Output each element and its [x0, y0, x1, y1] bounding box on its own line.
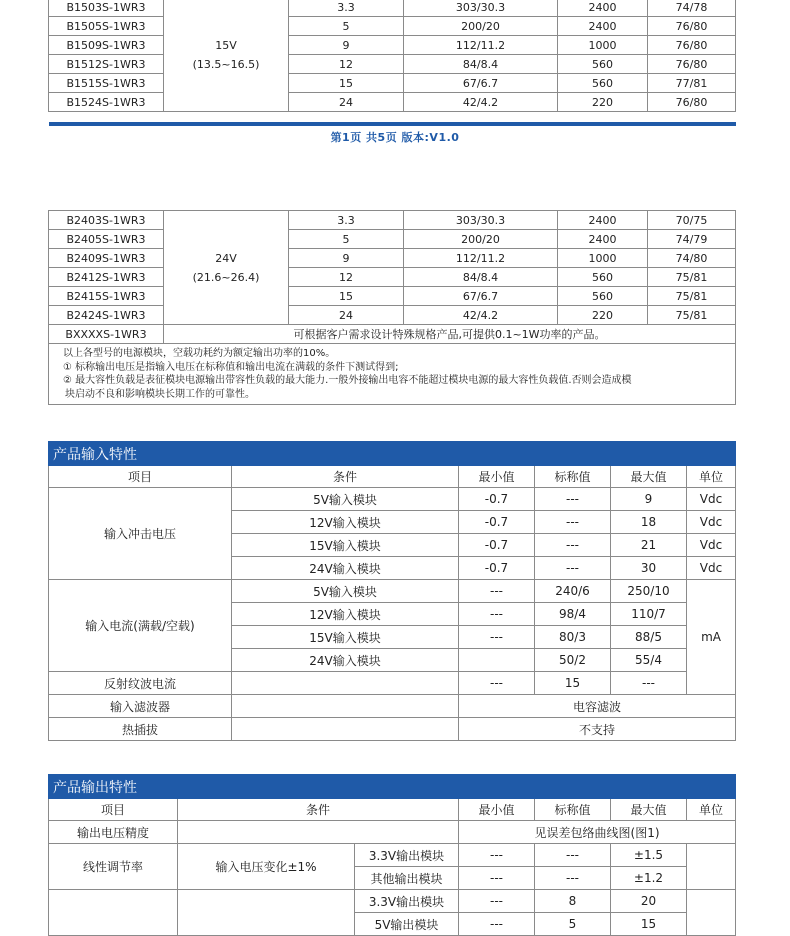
models-24v-table [48, 210, 736, 405]
table-row [49, 695, 736, 718]
output-voltage: 3.3 [289, 211, 404, 230]
capacitive-load: 2400 [558, 0, 648, 17]
line-regulation-label: 线性调节率 [49, 844, 178, 890]
capacitive-load: 220 [558, 306, 648, 325]
efficiency: 75/81 [648, 268, 736, 287]
typ-value: --- [535, 534, 611, 557]
capacitive-load: 560 [558, 268, 648, 287]
col-header-min: 最小值 [459, 466, 535, 488]
output-voltage: 5 [289, 17, 404, 36]
table-row [49, 36, 736, 55]
min-value: -0.7 [459, 534, 535, 557]
output-voltage: 5 [289, 230, 404, 249]
models-15v-table [48, 0, 736, 112]
table-row [49, 249, 736, 268]
typ-value: --- [535, 488, 611, 511]
min-value: --- [459, 580, 535, 603]
table-row [49, 55, 736, 74]
ripple-current-label: 反射纹波电流 [49, 672, 232, 695]
output-current: 84/8.4 [404, 55, 558, 74]
condition [232, 672, 459, 695]
table-row [49, 718, 736, 741]
page-footer: 第1页 共5页 版本:V1.0 [330, 131, 460, 144]
typ-value: --- [535, 511, 611, 534]
page-divider [49, 122, 736, 126]
typ-value: 15 [535, 672, 611, 695]
min-value: --- [459, 844, 535, 867]
output-voltage: 24 [289, 306, 404, 325]
efficiency: 75/81 [648, 306, 736, 325]
output-voltage: 12 [289, 268, 404, 287]
table-row [49, 211, 736, 230]
section-title: 产品输入特性 [49, 442, 736, 466]
capacitive-load: 560 [558, 55, 648, 74]
col-header-unit: 单位 [687, 799, 736, 821]
model-name: B2405S-1WR3 [49, 230, 164, 249]
min-value: --- [459, 890, 535, 913]
input-specs-table [48, 441, 736, 741]
typ-value: --- [535, 844, 611, 867]
output-current: 112/11.2 [404, 249, 558, 268]
notes-row [49, 344, 736, 405]
efficiency: 76/80 [648, 55, 736, 74]
condition: 5V输入模块 [232, 580, 459, 603]
table-row [49, 890, 736, 913]
output-voltage: 12 [289, 55, 404, 74]
efficiency: 70/75 [648, 211, 736, 230]
efficiency: 76/80 [648, 17, 736, 36]
section-title: 产品输出特性 [49, 775, 736, 799]
typ-value: 240/6 [535, 580, 611, 603]
output-current: 67/6.7 [404, 287, 558, 306]
hot-plug-value: 不支持 [459, 718, 736, 741]
note-line: 以上各型号的电源模块，空载功耗约为额定输出功率的10%。 [63, 348, 336, 359]
input-voltage-cell [164, 0, 289, 112]
load-regulation-condition [178, 890, 355, 936]
model-name: B2409S-1WR3 [49, 249, 164, 268]
input-voltage: 15V [215, 38, 237, 52]
capacitive-load: 2400 [558, 17, 648, 36]
min-value: -0.7 [459, 557, 535, 580]
min-value: --- [459, 626, 535, 649]
min-value [459, 649, 535, 672]
section-header [49, 775, 736, 799]
condition [232, 718, 459, 741]
col-header-unit: 单位 [687, 466, 736, 488]
min-value: -0.7 [459, 488, 535, 511]
min-value: --- [459, 913, 535, 936]
table-row [49, 268, 736, 287]
unit [687, 890, 736, 936]
table-row [49, 325, 736, 344]
max-value: 21 [611, 534, 687, 557]
output-specs-table [48, 774, 736, 936]
output-current: 303/30.3 [404, 211, 558, 230]
typ-value: --- [535, 557, 611, 580]
capacitive-load: 220 [558, 93, 648, 112]
accuracy-label: 输出电压精度 [49, 821, 178, 844]
output-current: 112/11.2 [404, 36, 558, 55]
max-value: 15 [611, 913, 687, 936]
sub-condition: 其他输出模块 [355, 867, 459, 890]
efficiency: 74/80 [648, 249, 736, 268]
output-voltage: 3.3 [289, 0, 404, 17]
header-row [49, 466, 736, 488]
unit: mA [687, 580, 736, 695]
typ-value: 5 [535, 913, 611, 936]
max-value: 55/4 [611, 649, 687, 672]
col-header-item: 项目 [49, 466, 232, 488]
input-voltage-range: (21.6~26.4) [192, 270, 260, 284]
notes-cell [49, 344, 736, 405]
output-current: 67/6.7 [404, 74, 558, 93]
typ-value: 98/4 [535, 603, 611, 626]
accuracy-value: 见误差包络曲线图(图1) [459, 821, 736, 844]
max-value: 30 [611, 557, 687, 580]
hot-plug-label: 热插拔 [49, 718, 232, 741]
section-header [49, 442, 736, 466]
col-header-typ: 标称值 [535, 799, 611, 821]
model-name: B2415S-1WR3 [49, 287, 164, 306]
typ-value: 80/3 [535, 626, 611, 649]
sub-condition: 3.3V输出模块 [355, 844, 459, 867]
col-header-condition: 条件 [232, 466, 459, 488]
output-voltage: 9 [289, 249, 404, 268]
col-header-condition: 条件 [178, 799, 459, 821]
max-value: ±1.2 [611, 867, 687, 890]
efficiency: 76/80 [648, 93, 736, 112]
capacitive-load: 2400 [558, 230, 648, 249]
typ-value: 50/2 [535, 649, 611, 672]
surge-voltage-label: 输入冲击电压 [49, 488, 232, 580]
input-filter-label: 输入滤波器 [49, 695, 232, 718]
output-voltage: 15 [289, 287, 404, 306]
col-header-max: 最大值 [611, 799, 687, 821]
table-row [49, 230, 736, 249]
sub-condition: 3.3V输出模块 [355, 890, 459, 913]
output-current: 42/4.2 [404, 93, 558, 112]
output-current: 42/4.2 [404, 306, 558, 325]
table-row [49, 672, 736, 695]
capacitive-load: 2400 [558, 211, 648, 230]
efficiency: 77/81 [648, 74, 736, 93]
col-header-max: 最大值 [611, 466, 687, 488]
min-value: --- [459, 603, 535, 626]
model-name: B2412S-1WR3 [49, 268, 164, 287]
table-row [49, 580, 736, 603]
table-row [49, 287, 736, 306]
min-value: --- [459, 672, 535, 695]
capacitive-load: 560 [558, 287, 648, 306]
condition: 15V输入模块 [232, 626, 459, 649]
capacitive-load: 1000 [558, 249, 648, 268]
typ-value: --- [535, 867, 611, 890]
custom-model-note: 可根据客户需求设计特殊规格产品,可提供0.1~1W功率的产品。 [164, 325, 736, 344]
condition: 24V输入模块 [232, 557, 459, 580]
output-voltage: 15 [289, 74, 404, 93]
output-current: 303/30.3 [404, 0, 558, 17]
table-row [49, 74, 736, 93]
output-current: 200/20 [404, 230, 558, 249]
note-line: 块启动不良和影响模块长期工作的可靠性。 [65, 388, 255, 400]
condition: 15V输入模块 [232, 534, 459, 557]
output-current: 200/20 [404, 17, 558, 36]
max-value: 9 [611, 488, 687, 511]
unit: Vdc [687, 534, 736, 557]
unit: Vdc [687, 488, 736, 511]
model-name: B1509S-1WR3 [49, 36, 164, 55]
model-name: B1503S-1WR3 [49, 0, 164, 17]
condition [232, 695, 459, 718]
min-value: --- [459, 867, 535, 890]
col-header-item: 项目 [49, 799, 178, 821]
max-value: 88/5 [611, 626, 687, 649]
table-row [49, 17, 736, 36]
model-name: B1515S-1WR3 [49, 74, 164, 93]
line-regulation-condition: 输入电压变化±1% [178, 844, 355, 890]
output-voltage: 9 [289, 36, 404, 55]
input-voltage-cell [164, 211, 289, 325]
custom-model-name: BXXXXS-1WR3 [49, 325, 164, 344]
table-row [49, 488, 736, 511]
max-value: ±1.5 [611, 844, 687, 867]
unit: Vdc [687, 511, 736, 534]
efficiency: 76/80 [648, 36, 736, 55]
output-voltage: 24 [289, 93, 404, 112]
table-row [49, 306, 736, 325]
max-value: 20 [611, 890, 687, 913]
table-row [49, 821, 736, 844]
model-name: B1505S-1WR3 [49, 17, 164, 36]
sub-condition: 5V输出模块 [355, 913, 459, 936]
capacitive-load: 560 [558, 74, 648, 93]
note-line: ② 最大容性负载是表征模块电源输出带容性负载的最大能力.一般外接输出电容不能超过模块电源的最大容性负载值.否则会造成模 [63, 375, 632, 386]
model-name: B1512S-1WR3 [49, 55, 164, 74]
model-name: B2403S-1WR3 [49, 211, 164, 230]
max-value: 250/10 [611, 580, 687, 603]
typ-value: 8 [535, 890, 611, 913]
input-voltage: 24V [215, 251, 237, 265]
output-current: 84/8.4 [404, 268, 558, 287]
input-current-label: 输入电流(满载/空载) [49, 580, 232, 672]
condition [178, 821, 459, 844]
load-regulation-label [49, 890, 178, 936]
model-name: B2424S-1WR3 [49, 306, 164, 325]
max-value: --- [611, 672, 687, 695]
min-value: -0.7 [459, 511, 535, 534]
table-row [49, 844, 736, 867]
note-line: ① 标称输出电压是指输入电压在标称值和输出电流在满载的条件下测试得到; [63, 361, 399, 373]
model-name: B1524S-1WR3 [49, 93, 164, 112]
input-voltage-range: (13.5~16.5) [192, 57, 260, 71]
efficiency: 75/81 [648, 287, 736, 306]
unit: Vdc [687, 557, 736, 580]
efficiency: 74/78 [648, 0, 736, 17]
input-filter-value: 电容滤波 [459, 695, 736, 718]
table-row [49, 0, 736, 17]
max-value: 110/7 [611, 603, 687, 626]
header-row [49, 799, 736, 821]
col-header-min: 最小值 [459, 799, 535, 821]
condition: 24V输入模块 [232, 649, 459, 672]
col-header-typ: 标称值 [535, 466, 611, 488]
condition: 12V输入模块 [232, 603, 459, 626]
max-value: 18 [611, 511, 687, 534]
condition: 12V输入模块 [232, 511, 459, 534]
unit [687, 844, 736, 890]
condition: 5V输入模块 [232, 488, 459, 511]
capacitive-load: 1000 [558, 36, 648, 55]
table-row [49, 93, 736, 112]
efficiency: 74/79 [648, 230, 736, 249]
